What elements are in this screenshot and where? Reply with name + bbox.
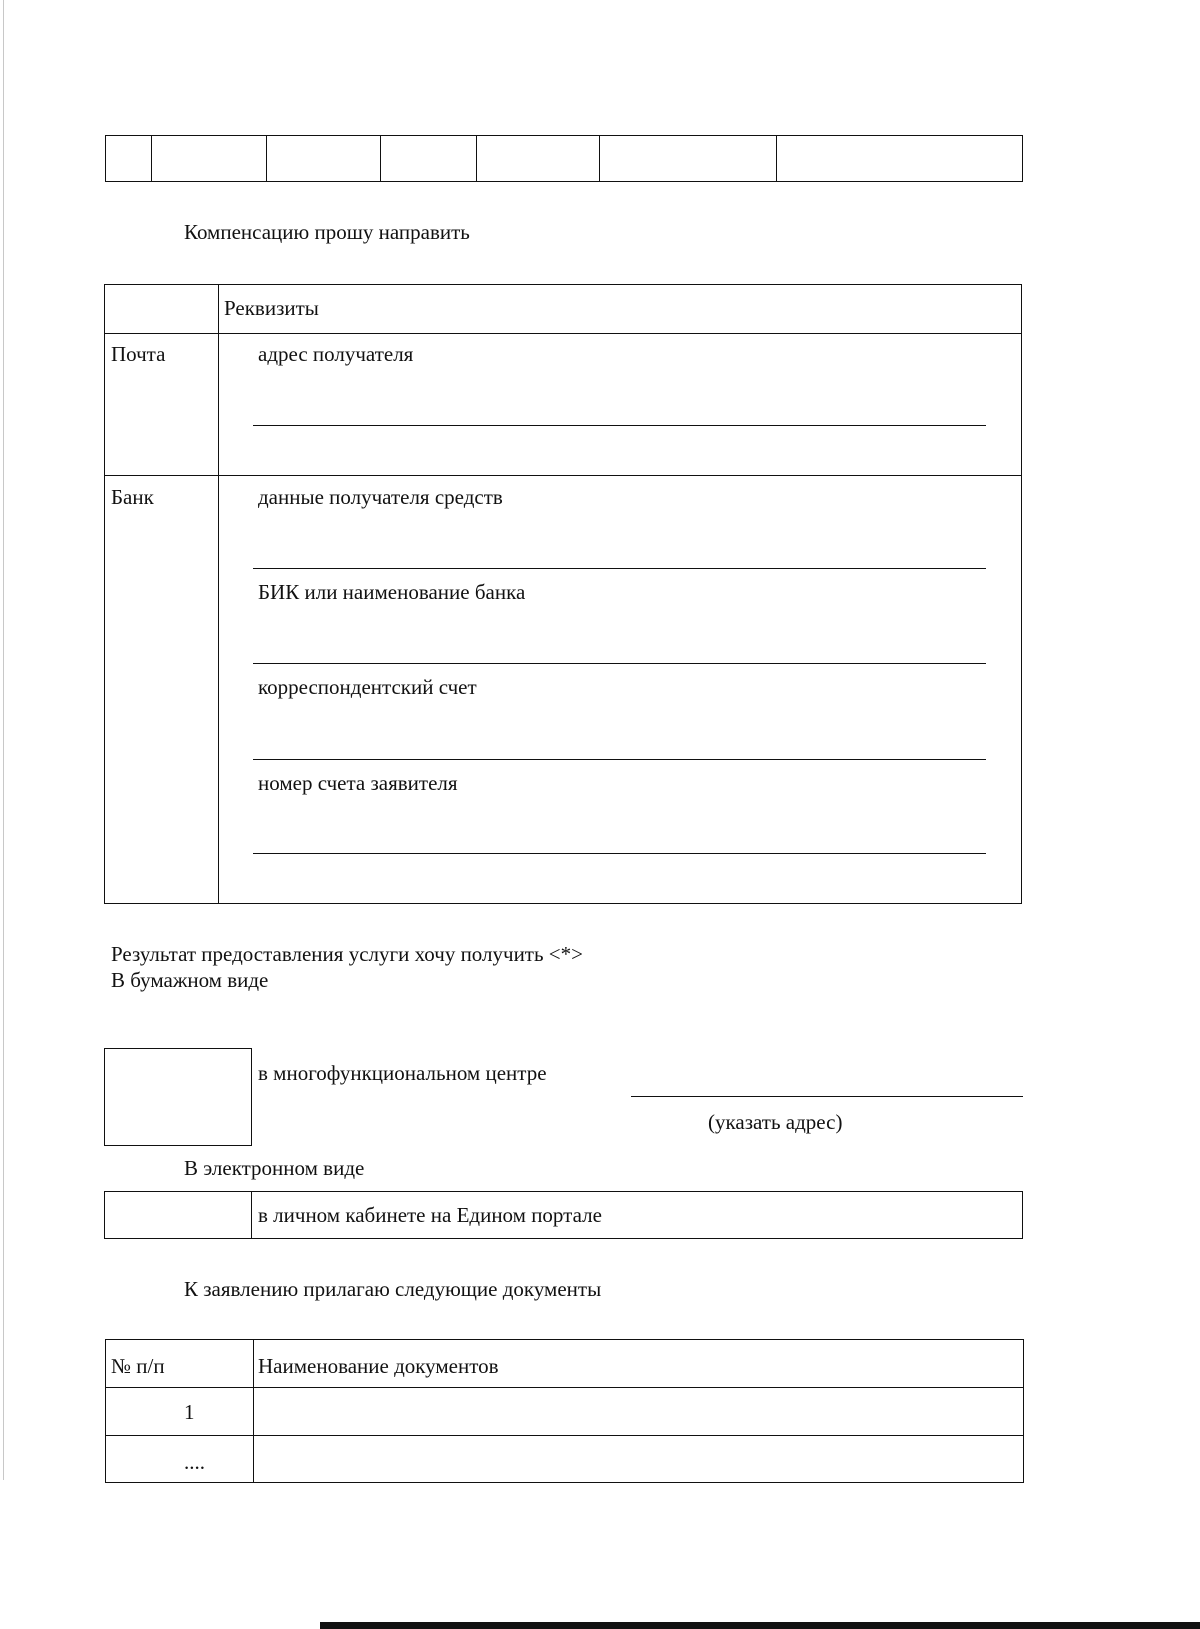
method-column-divider [218,285,219,903]
top-row-divider [599,136,600,181]
paper-label: В бумажном виде [111,968,269,992]
mfc-option-label: в многофункциональном центре [258,1061,547,1085]
field-line-recipient-address[interactable] [253,425,986,426]
method-bank: Банк [111,485,154,509]
scan-edge [3,0,4,1480]
top-row-divider [380,136,381,181]
mfc-checkbox[interactable] [104,1048,252,1146]
compensation-table [104,284,1022,904]
mfc-address-line[interactable] [631,1096,1023,1097]
top-row-table [105,135,1023,182]
field-label-recipient-data: данные получателя средств [258,485,503,509]
attachment-row-name-cell[interactable] [254,1436,1022,1481]
result-heading: Результат предоставления услуги хочу получить <*> [111,942,583,966]
post-bank-divider [105,475,1021,476]
attachment-row-num: .... [184,1450,205,1474]
requisites-header: Реквизиты [224,296,319,320]
attachment-row-num: 1 [184,1400,195,1424]
attachments-col-name: Наименование документов [258,1354,499,1378]
attachments-col-num: № п/п [111,1354,165,1378]
field-line-bic[interactable] [253,663,986,664]
method-post: Почта [111,342,166,366]
header-row-divider [105,333,1021,334]
portal-checkbox[interactable] [104,1191,252,1239]
top-row-divider [476,136,477,181]
field-label-corr-account: корреспондентский счет [258,675,477,699]
field-line-applicant-account[interactable] [253,853,986,854]
compensation-heading: Компенсацию прошу направить [184,220,470,244]
top-row-divider [776,136,777,181]
field-label-recipient-address: адрес получателя [258,342,414,366]
address-hint: (указать адрес) [708,1110,843,1134]
attachment-row-name-cell[interactable] [254,1387,1022,1432]
field-label-applicant-account: номер счета заявителя [258,771,458,795]
field-label-bic: БИК или наименование банка [258,580,526,604]
portal-option-label: в личном кабинете на Едином портале [258,1203,602,1227]
scan-bottom-edge [320,1622,1200,1629]
top-row-divider [266,136,267,181]
field-line-corr-account[interactable] [253,759,986,760]
attachments-heading: К заявлению прилагаю следующие документы [184,1277,602,1301]
top-row-divider [151,136,152,181]
field-line-recipient-data[interactable] [253,568,986,569]
electronic-label: В электронном виде [184,1156,365,1180]
